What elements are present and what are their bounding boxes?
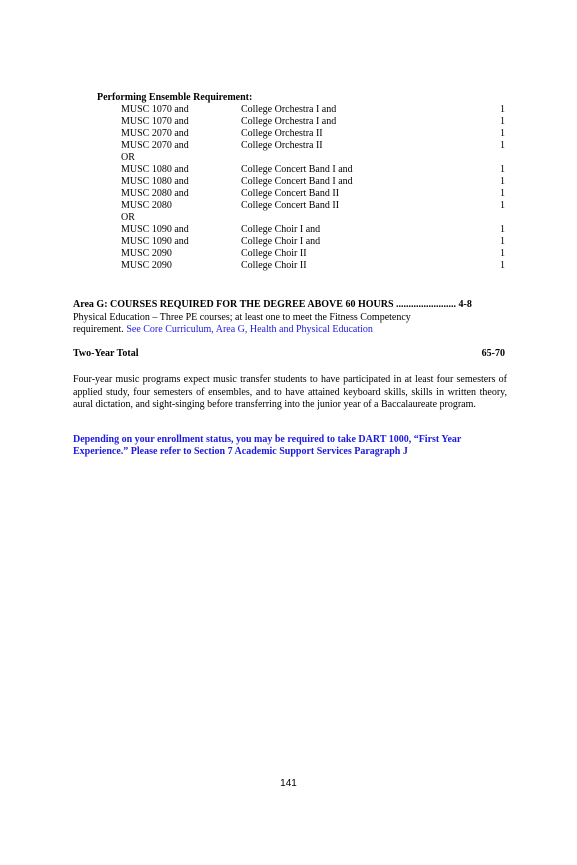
course-title: College Concert Band I and bbox=[241, 176, 353, 187]
ensemble-row bbox=[0, 260, 577, 272]
course-title: College Choir I and bbox=[241, 224, 321, 235]
ensemble-row bbox=[0, 104, 577, 116]
ensemble-row bbox=[0, 212, 577, 224]
ensemble-row bbox=[0, 128, 577, 140]
course-title: College Orchestra II bbox=[241, 140, 323, 151]
course-credit: 1 bbox=[500, 236, 505, 247]
ensemble-row bbox=[0, 152, 577, 164]
area-g-line1: Physical Education – Three PE courses; at least one to meet the Fitness Competency bbox=[73, 312, 411, 323]
ensemble-heading: Performing Ensemble Requirement: bbox=[97, 92, 253, 103]
course-credit: 1 bbox=[500, 176, 505, 187]
course-title: College Orchestra I and bbox=[241, 116, 337, 127]
course-code: MUSC 2070 and bbox=[121, 140, 189, 151]
ensemble-row bbox=[0, 236, 577, 248]
course-code: MUSC 2090 bbox=[121, 260, 172, 271]
course-code: MUSC 2080 bbox=[121, 200, 172, 211]
area-g-heading: Area G: COURSES REQUIRED FOR THE DEGREE ABOVE 60 HOURS ........................ 4-8 bbox=[73, 299, 472, 310]
two-year-total-label: Two-Year Total bbox=[73, 348, 139, 359]
course-title: College Concert Band II bbox=[241, 200, 340, 211]
course-credit: 1 bbox=[500, 260, 505, 271]
ensemble-row bbox=[0, 200, 577, 212]
course-code: OR bbox=[121, 212, 135, 223]
ensemble-row bbox=[0, 164, 577, 176]
ensemble-row bbox=[0, 140, 577, 152]
area-g-line2 bbox=[73, 324, 373, 336]
course-code: MUSC 2090 bbox=[121, 248, 172, 259]
course-code: MUSC 1070 and bbox=[121, 116, 189, 127]
course-code: MUSC 1070 and bbox=[121, 104, 189, 115]
course-title: College Choir II bbox=[241, 248, 307, 259]
course-credit: 1 bbox=[500, 248, 505, 259]
course-code: MUSC 2070 and bbox=[121, 128, 189, 139]
ensemble-row bbox=[0, 176, 577, 188]
course-title: College Choir I and bbox=[241, 236, 321, 247]
course-code: OR bbox=[121, 152, 135, 163]
course-title: College Choir II bbox=[241, 260, 307, 271]
course-credit: 1 bbox=[500, 188, 505, 199]
area-g-line2-text: requirement. bbox=[73, 324, 127, 335]
course-credit: 1 bbox=[500, 224, 505, 235]
transfer-paragraph: Four-year music programs expect music transfer students to have participated in at least four semesters of applied study, four semesters of ensembles, and to have attained keyboard skills, skills in written theory, aural dictation, and sight-singing before transferring into the junior year of a Baccalaureate program. bbox=[73, 374, 507, 410]
core-curriculum-link[interactable]: See Core Curriculum, Area G, Health and Physical Education bbox=[126, 324, 373, 335]
course-code: MUSC 2080 and bbox=[121, 188, 189, 199]
course-credit: 1 bbox=[500, 140, 505, 151]
ensemble-row bbox=[0, 116, 577, 128]
page-number: 141 bbox=[280, 778, 297, 789]
course-credit: 1 bbox=[500, 104, 505, 115]
course-title: College Concert Band I and bbox=[241, 164, 353, 175]
course-title: College Orchestra I and bbox=[241, 104, 337, 115]
two-year-total-value: 65-70 bbox=[481, 348, 505, 359]
ensemble-row bbox=[0, 248, 577, 260]
course-title: College Concert Band II bbox=[241, 188, 340, 199]
notice-line2: Experience.” Please refer to Section 7 Academic Support Services Paragraph J bbox=[73, 446, 408, 457]
course-credit: 1 bbox=[500, 116, 505, 127]
course-credit: 1 bbox=[500, 164, 505, 175]
course-credit: 1 bbox=[500, 128, 505, 139]
notice-line1: Depending on your enrollment status, you may be required to take DART 1000, “First Year bbox=[73, 434, 462, 445]
course-credit: 1 bbox=[500, 200, 505, 211]
ensemble-row bbox=[0, 224, 577, 236]
course-code: MUSC 1090 and bbox=[121, 236, 189, 247]
course-code: MUSC 1090 and bbox=[121, 224, 189, 235]
ensemble-row bbox=[0, 188, 577, 200]
course-code: MUSC 1080 and bbox=[121, 164, 189, 175]
course-code: MUSC 1080 and bbox=[121, 176, 189, 187]
course-title: College Orchestra II bbox=[241, 128, 323, 139]
